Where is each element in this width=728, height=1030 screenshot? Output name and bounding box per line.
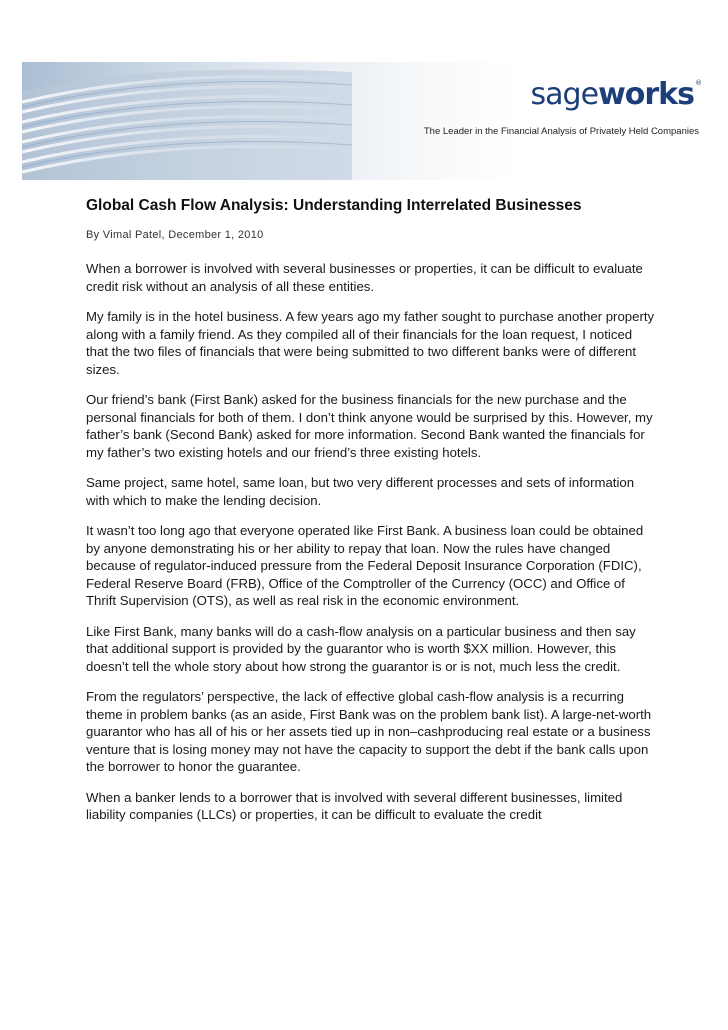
sageworks-logo xyxy=(530,77,701,112)
company-tagline: The Leader in the Financial Analysis of Privately Held Companies xyxy=(423,126,699,137)
paragraph: Our friend’s bank (First Bank) asked for the business financials for the new purchase and the personal financials for both of them. I don’t think anyone would be surprised by this. However, my father’s bank (Second Bank) asked for more information. Second Bank wanted the financials for my father’s two existing hotels and our friend’s three existing hotels. xyxy=(86,392,653,460)
article-body xyxy=(86,196,656,824)
paragraph: When a banker lends to a borrower that is involved with several different businesses, limited liability companies (LLCs) or properties, it can be difficult to evaluate the credit xyxy=(86,789,623,822)
article-byline: By Vimal Patel, December 1, 2010 xyxy=(86,229,264,241)
paragraph: It wasn’t too long ago that everyone operated like First Bank. A business loan could be obtained by anyone demonstrating his or her ability to repay that loan. Now the rules have changed because of regulator-induced pressure from the Federal Deposit Insurance Corporation (FDIC), Federal Reserve Board (FRB), Office of the Comptroller of the Currency (OCC) and Office of Thrift Supervision (OTS), as well as real risk in the economic environment. xyxy=(86,523,644,608)
paragraph: Same project, same hotel, same loan, but two very different processes and sets of information with which to make the lending decision. xyxy=(86,475,635,508)
paragraph: Like First Bank, many banks will do a cash-flow analysis on a particular business and then say that additional support is provided by the guarantor who is worth $XX million. However, this doesn’t tell the whole story about how strong the guarantor is or is not, much less the credit. xyxy=(86,623,636,674)
logo-works-text: works xyxy=(598,77,694,112)
article-title: Global Cash Flow Analysis: Understanding Interrelated Businesses xyxy=(86,197,582,214)
paragraph: My family is in the hotel business. A few years ago my father sought to purchase another property along with a family friend. As they compiled all of their financials for the loan request, I noticed that the two files of financials that were being submitted to two different banks were of different sizes. xyxy=(86,309,655,377)
paragraph: From the regulators’ perspective, the lack of effective global cash-flow analysis is a recurring theme in problem banks (as an aside, First Bank was on the problem bank list). A large-net-worth guarantor who has all of his or her assets tied up in non–cashproducing real estate or a business venture that is losing money may not have the capacity to support the debt if the bank calls upon the borrower to honor the guarantee. xyxy=(86,689,652,774)
paragraph: When a borrower is involved with several businesses or properties, it can be difficult to evaluate credit risk without an analysis of all these entities. xyxy=(86,261,643,294)
logo-sage-text: sage xyxy=(530,77,599,112)
registered-mark: ® xyxy=(695,79,701,87)
